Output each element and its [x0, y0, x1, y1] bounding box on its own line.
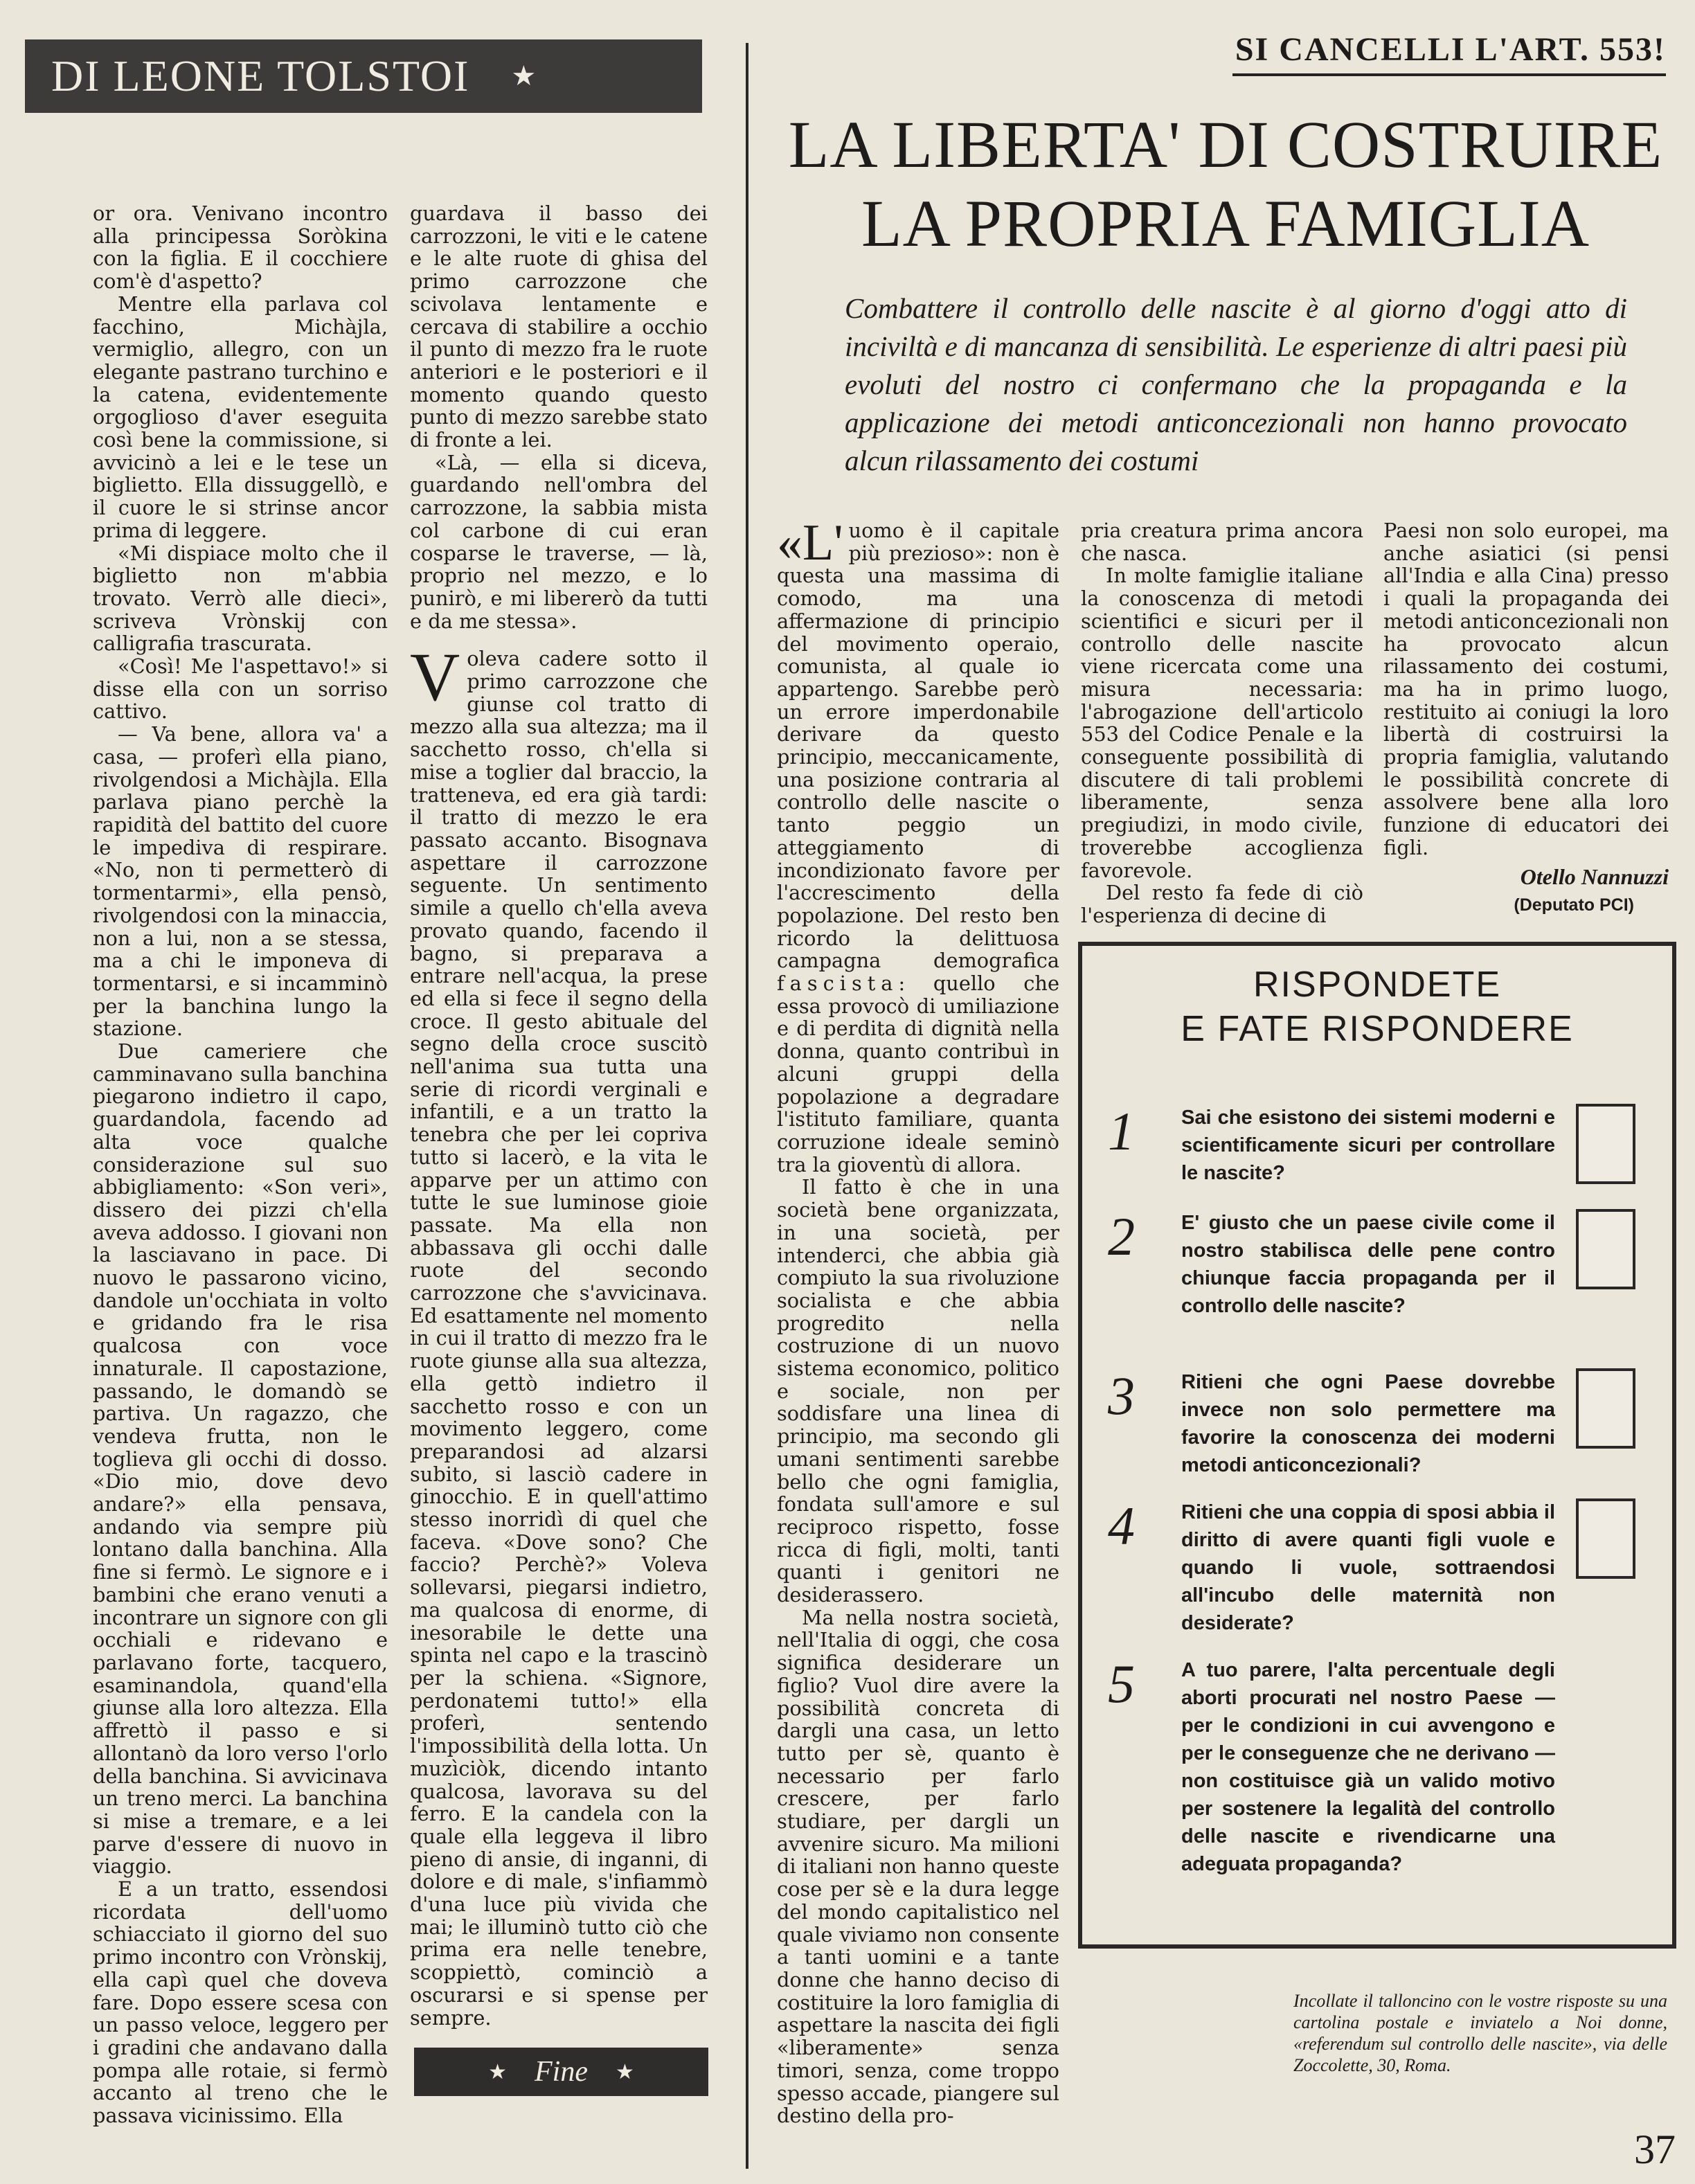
question-text: A tuo parere, l'alta percentuale degli aborti procurati nel nostro Paese — per le condizioni in cui avvengono e per le conseguenze che ne derivano — non costituisce già un valido motivo per sostenere la legalità del controllo delle nascite e rivendicarne una adeguata propaganda? — [1181, 1659, 1555, 1875]
story-paragraph: E a un tratto, essendosi ricordata dell'uomo schiacciato il giorno del suo primo incontro con Vrònskij, ella capì quel che doveva fare. Dopo essere scesa con un passo veloce, leggero per i gradini che andavano dalla pompa alle rotaie, si fermò accanto al treno che le passava vicinissimo. Ella — [93, 1877, 388, 2128]
survey-title-line: E FATE RISPONDERE — [1181, 1009, 1574, 1049]
author-banner-text: DI LEONE TOLSTOI — [51, 51, 470, 100]
question-number: 3 — [1108, 1366, 1135, 1426]
article-column-2 — [1081, 519, 1363, 927]
article-column-3 — [1383, 519, 1669, 859]
article-paragraph: Paesi non solo europei, ma anche asiatici (si pensi all'India e alla Cina) presso i quali la propaganda dei metodi anticoncezionali non ha provocato alcun rilassamento dei costumi, ma ha in primo luogo, restituito ai coniugi la loro libertà di costruirsi la propria famiglia, valutando le possibilità concrete di assolvere bene alla loro funzione di educatori dei figli. — [1383, 519, 1669, 859]
star-icon: ★ — [615, 2060, 634, 2084]
article-paragraph: In molte famiglie italiane la conoscenza di metodi scientifici e sicuri per il controllo delle nascite viene ricercata come una misura necessaria: l'abrogazione dell'articolo 553 del Codice Penale e la conseguente possibilità di discutere di tali problemi liberamente, senza pregiudizi, in modo civile, troverebbe accoglienza favorevole. — [1081, 564, 1363, 882]
question-text: Ritieni che una coppia di sposi abbia il diritto di avere quanti figli vuole e quando li vuole, sottraendosi all'incubo delle maternità non desiderate? — [1181, 1501, 1555, 1634]
page-number: 37 — [1634, 2127, 1676, 2172]
answer-box[interactable] — [1576, 1368, 1635, 1449]
end-label: Fine — [535, 2056, 588, 2088]
intro-paragraph: Combattere il controllo delle nascite è al giorno d'oggi atto di inciviltà e di mancanza di sensibilità. Le esperienze di altri paesi più evoluti del nostro ci confermano che la propaganda e la applicazione dei metodi anticoncezionali non hanno provocato alcun rilassamento dei costumi — [845, 292, 1627, 476]
survey-title-line: RISPONDETE — [1253, 965, 1502, 1005]
star-icon: ★ — [511, 60, 537, 92]
article-paragraph: pria creatura prima ancora che nasca. — [1081, 519, 1363, 565]
author-affiliation: (Deputato PCI) — [1514, 895, 1634, 915]
headline-line: LA LIBERTA' DI COSTRUIRE — [788, 107, 1663, 181]
end-banner — [414, 2048, 708, 2096]
answer-box[interactable] — [1576, 1498, 1635, 1579]
question-number: 2 — [1108, 1206, 1135, 1266]
story-paragraph: Mentre ella parlava col facchino, Michàjla, vermiglio, allegro, con un elegante pastrano turchino e la catena, evidentemente orgoglioso d'aver eseguita così bene la commissione, si avvicinò a lei e le tese un biglietto. Ella dissuggellò, e il cuore le si strinse ancor prima di leggere. — [93, 292, 388, 542]
story-paragraph: — Va bene, allora va' a casa, — proferì ella piano, rivolgendosi a Michàjla. Ella parlava piano perchè la rapidità del battito del cuore le impediva di respirare. «No, non ti permetterò di tormentarmi», ella pensò, rivolgendosi con la minaccia, non a lui, non a se stessa, ma a chi le imponeva di tormentarsi, e si incamminò per la banchina lungo la stazione. — [93, 722, 388, 1041]
author-signature: Otello Nannuzzi — [1520, 864, 1669, 889]
article-column-1 — [777, 514, 1060, 2128]
story-paragraph: guardava il basso dei carrozzoni, le viti e le catene e le alte ruote di ghisa del primo carrozzone che scivolava lentamente e cercava di stabilire a occhio il punto di mezzo fra le ruote anteriori e le posteriori e il momento quando questo punto di mezzo sarebbe stato di fronte a lei. — [410, 202, 708, 452]
question-number: 4 — [1108, 1496, 1135, 1556]
article-paragraph-dropcap — [777, 514, 1059, 1176]
star-icon: ★ — [488, 2060, 508, 2084]
question-text: Ritieni che ogni Paese dovrebbe invece non solo permettere ma favorire la conoscenza dei moderni metodi anticoncezionali? — [1181, 1371, 1555, 1476]
article-paragraph-text: uomo è il capitale più prezioso»: non è questa una massima di comodo, ma una affermazione di principio del movimento operaio, comunista, al quale io appartengo. Sarebbe però un errore imperdonabile derivare da questo principio, meccanicamente, una posizione contraria al controllo delle nascite o tanto peggio un atteggiamento di incondizionato favore per l'accrescimento della popolazione. Del resto ben ricordo la delittuosa campagna demografica — [777, 519, 1059, 973]
story-column-2 — [410, 202, 708, 2029]
question-number: 5 — [1108, 1654, 1135, 1714]
drop-cap: V — [410, 638, 460, 716]
answer-box[interactable] — [1576, 1209, 1635, 1289]
author-banner — [25, 39, 702, 113]
article-paragraph-text: : quello che essa provocò di umiliazione e di perdita di dignità nella donna, quanto contribuì in alcuni gruppi della popolazione a degradare l'istituto familiare, quanta corruzione ideale seminò tra la gioventù di allora. — [777, 972, 1059, 1176]
answer-box[interactable] — [1576, 1104, 1635, 1184]
kicker-rule — [1232, 73, 1666, 76]
drop-cap: «L' — [777, 514, 843, 571]
question-text: Sai che esistono dei sistemi moderni e scientificamente sicuri per controllare le nascite? — [1181, 1107, 1555, 1184]
survey-title — [1078, 963, 1676, 1051]
headline-line: LA PROPRIA FAMIGLIA — [861, 186, 1590, 260]
question-text: E' giusto che un paese civile come il nostro stabilisca delle pene contro chiunque faccia propaganda per il controllo delle nascite? — [1181, 1212, 1555, 1317]
kicker: SI CANCELLI L'ART. 553! — [1235, 31, 1666, 68]
story-column-1 — [93, 202, 388, 2127]
story-paragraph: «Così! Me l'aspettavo!» si disse ella con un sorriso cattivo. — [93, 654, 388, 724]
headline — [762, 105, 1689, 263]
article-paragraph: Il fatto è che in una società bene organizzata, in una società, per intenderci, che abbia già compiuto la sua rivoluzione socialista e che abbia progredito nella costruzione di un nuovo sistema economico, politico e sociale, non per soddisfare una linea di principio, ma secondo gli umani sentimenti sarebbe bello che ogni famiglia, fondata sull'amore e sul reciproco rispetto, fosse ricca di figli, molti, tanti quanti i genitori ne desiderassero. — [777, 1175, 1059, 1607]
article-paragraph: Ma nella nostra società, nell'Italia di oggi, che cosa significa desiderare un figlio? Vuol dire avere la possibilità concreta di dargli una casa, un letto tutto per sè, quanto è necessario per farlo crescere, per farlo studiare, per dargli un avvenire sicuro. Ma milioni di italiani non hanno queste cose per sè e la dura legge del mondo capitalistico nel quale viviamo non consente a tanti uomini e a tante donne che hanno deciso di costituire la loro famiglia di aspettare la nascita dei figli «liberamente» senza timori, senza, come troppo spesso accade, piangere sul destino della pro- — [777, 1605, 1060, 2128]
story-paragraph-dropcap — [410, 638, 708, 2030]
coupon-instructions: Incollate il talloncino con le vostre risposte su una cartolina postale e inviatelo a Noi donne, «referendum sul controllo delle nascite», via delle Zoccolette, 30, Roma. — [1293, 1991, 1667, 2075]
question-number: 1 — [1108, 1101, 1135, 1161]
story-paragraph-text: oleva cadere sotto il primo carrozzone che giunse col tratto di mezzo alla sua altezza; ma il sacchetto rosso, ch'ella si mise a toglier dal braccio, la tratteneva, ed era già tardi: il tratto di mezzo le era passato accanto. Bisognava aspettare il carrozzone seguente. Un sentimento simile a quello ch'ella aveva provato quando, facendo il bagno, si preparava a entrare nell'acqua, la prese ed ella si fece il segno della croce. Il gesto abituale del segno della croce suscitò nell'anima sua tutta una serie di ricordi verginali e infantili, e a un tratto la tenebra che per lei copriva tutto si lacerò, e la vita le apparve per un attimo con tutte le sue luminose gioie passate. Ma ella non abbassava gli occhi dalle ruote del secondo carrozzone che s'avvicinava. Ed esattamente nel momento in cui il tratto di mezzo fra le ruote giunse alla sua altezza, ella gettò indietro il sacchetto rosso e con un movimento leggero, come preparandosi ad alzarsi subito, si lasciò cadere in ginocchio. E in quell'attimo stesso inorridì di quel che faceva. «Dove sono? Che faccio? Perchè?» Voleva sollevarsi, piegarsi indietro, ma qualcosa di enorme, di inesorabile le dette una spinta nel capo e la trascinò per la schiena. «Signore, perdonatemi tutto!» ella proferì, sentendo l'impossibilità della lotta. Un muzìciòk, dicendo intanto qualcosa, lavorava su del ferro. E la candela con la quale ella leggeva il libro pieno di ansie, di inganni, di dolore e di male, s'infiammò d'una luce più vivida che mai; le illuminò tutto ciò che prima era nelle tenebre, scoppiettò, cominciò a oscurarsi e si spense per sempre. — [410, 647, 708, 2030]
spaced-word: fascista — [777, 972, 899, 996]
story-paragraph: «Là, — ella si diceva, guardando nell'ombra del carrozzone, la sabbia mista col carbone di cui eran cosparse le traverse, — là, proprio nel mezzo, e lo punirò, e mi libererò da tutti e da me stessa». — [410, 450, 708, 633]
story-paragraph: Due cameriere che camminavano sulla banchina piegarono indietro il capo, guardandola, facendo ad alta voce qualche considerazione sul suo abbigliamento: «Son veri», dissero dei pizzi ch'ella aveva addosso. I giovani non la lasciavano in pace. Di nuovo le passarono vicino, dandole un'occhiata in volto e gridando fra le risa qualcosa con voce innaturale. Il capostazione, passando, le domandò se partiva. Un ragazzo, che vendeva frutta, non le toglieva gli occhi di dosso. «Dio mio, dove devo andare?» ella pensava, andando via sempre più lontano dalla banchina. Alla fine si fermò. Le signore e i bambini che erano venuti a incontrare un signore con gli occhiali e ridevano e parlavano forte, tacquero, esaminandola, quand'ella giunse alla loro altezza. Ella affrettò il passo e si allontanò da loro verso l'orlo della banchina. Si avvicinava un treno merci. La banchina si mise a tremare, e a lei parve d'essere di nuovo in viaggio. — [93, 1039, 388, 1879]
story-paragraph: «Mi dispiace molto che il biglietto non m'abbia trovato. Verrò alle dieci», scriveva Vrònskij con calligrafia trascurata. — [93, 541, 388, 656]
story-paragraph: or ora. Venivano incontro alla principessa Soròkina con la figlia. E il cocchiere com'è d'aspetto? — [93, 202, 388, 294]
column-divider — [746, 43, 748, 2169]
article-paragraph: Del resto fa fede di ciò l'esperienza di decine di — [1081, 881, 1363, 927]
